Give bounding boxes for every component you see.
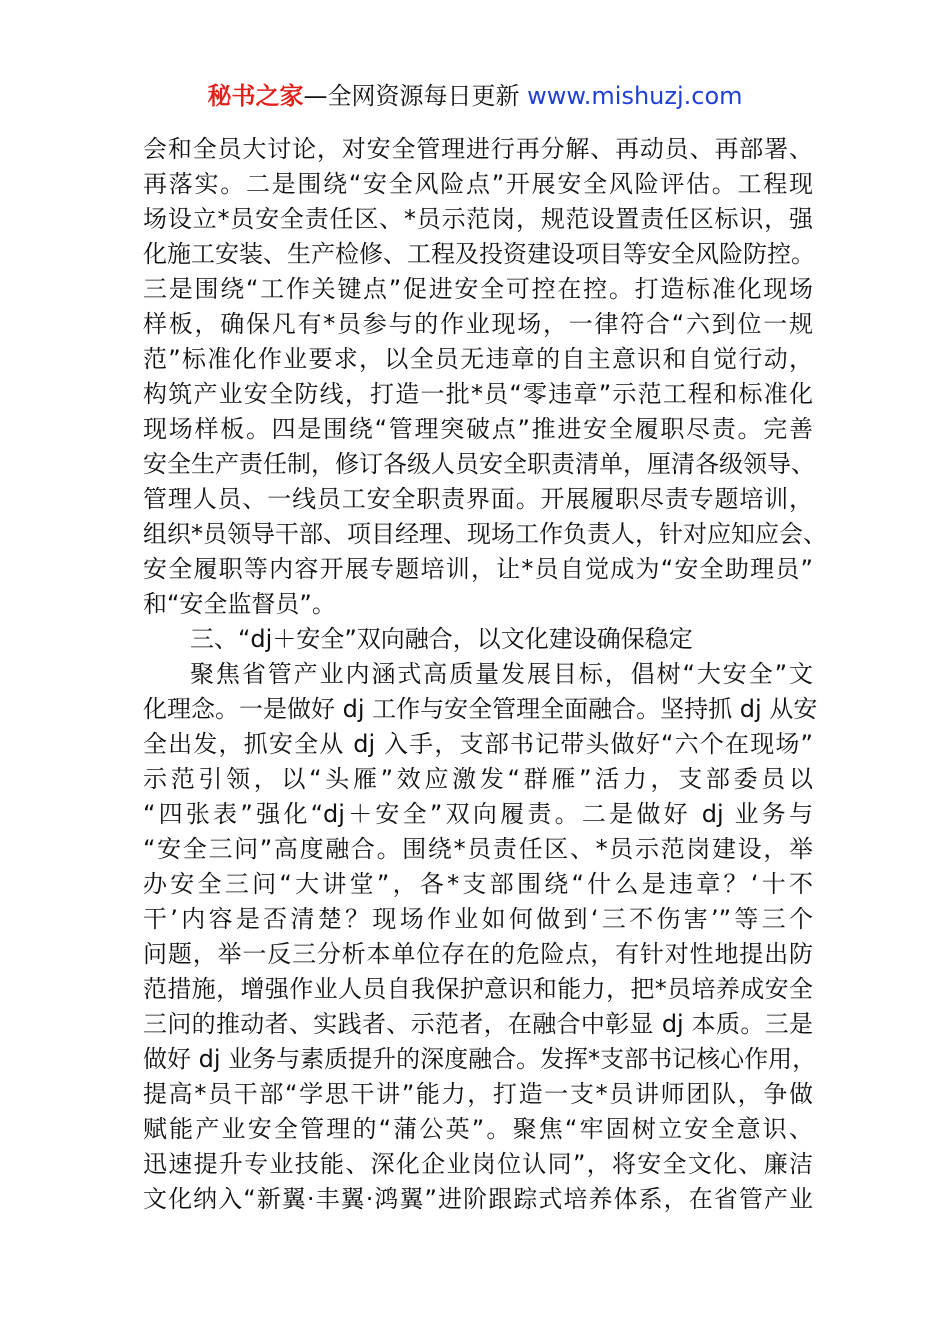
text-line: 现场样板。四是围绕“管理突破点”推进安全履职尽责。完善: [143, 415, 813, 443]
text-line: 化施工安装、生产检修、工程及投资建设项目等安全风险防控。: [143, 240, 815, 268]
text-line: 问题，举一反三分析本单位存在的危险点，有针对性地提出防: [143, 940, 813, 968]
text-line: 场设立*员安全责任区、*员示范岗，规范设置责任区标识，强: [143, 205, 813, 233]
site-brand: 秘书之家: [207, 82, 304, 110]
document-body: [143, 132, 827, 1217]
text-line: 示范引领，以“头雁”效应激发“群雁”活力，支部委员以: [143, 765, 813, 793]
text-line: 办安全三问“大讲堂”，各*支部围绕“什么是违章？‘十不: [143, 870, 813, 898]
text-line: 会和全员大讨论，对安全管理进行再分解、再动员、再部署、: [143, 135, 813, 163]
text-line: 范”标准化作业要求，以全员无违章的自主意识和自觉行动，: [143, 345, 813, 373]
text-line: 迅速提升专业技能、深化企业岗位认同”，将安全文化、廉洁: [143, 1150, 813, 1178]
text-line: 化理念。一是做好 dj 工作与安全管理全面融合。坚持抓 dj 从安: [143, 695, 818, 723]
text-line: 再落实。二是围绕“安全风险点”开展安全风险评估。工程现: [143, 170, 813, 198]
text-line: 三问的推动者、实践者、示范者，在融合中彰显 dj 本质。三是: [143, 1010, 813, 1038]
text-line: 赋能产业安全管理的“蒲公英”。聚焦“牢固树立安全意识、: [143, 1115, 813, 1143]
text-line: “四张表”强化“dj＋安全”双向履责。二是做好 dj 业务与: [143, 800, 813, 828]
text-line: 三是围绕“工作关键点”促进安全可控在控。打造标准化现场: [143, 275, 813, 303]
text-line: 聚焦省管产业内涵式高质量发展目标，倡树“大安全”文: [190, 660, 813, 688]
text-line: 干’内容是否清楚？现场作业如何做到‘三不伤害’”等三个: [143, 905, 813, 933]
text-line: 范措施，增强作业人员自我保护意识和能力，把*员培养成安全: [143, 975, 813, 1003]
text-line: 组织*员领导干部、项目经理、现场工作负责人，针对应知应会、: [143, 520, 827, 548]
site-url-link[interactable]: www.mishuzj.com: [527, 82, 743, 110]
text-line: 安全履职等内容开展专题培训，让*员自觉成为“安全助理员”: [143, 555, 813, 583]
text-line: 提高*员干部“学思干讲”能力，打造一支*员讲师团队，争做: [143, 1080, 813, 1108]
text-line: 文化纳入“新翼·丰翼·鸿翼”进阶跟踪式培养体系，在省管产业: [143, 1185, 813, 1213]
text-line: 安全生产责任制，修订各级人员安全职责清单，厘清各级领导、: [143, 450, 815, 478]
text-line: “安全三问”高度融合。围绕*员责任区、*员示范岗建设，举: [143, 835, 813, 863]
text-line: 样板，确保凡有*员参与的作业现场，一律符合“六到位一规: [143, 310, 813, 338]
text-line: 构筑产业安全防线，打造一批*员“零违章”示范工程和标准化: [143, 380, 813, 408]
section-heading: 三、“dj＋安全”双向融合，以文化建设确保稳定: [190, 625, 693, 653]
site-header: [0, 80, 950, 112]
text-line: 做好 dj 业务与素质提升的深度融合。发挥*支部书记核心作用，: [143, 1045, 817, 1073]
text-line: 管理人员、一线员工安全职责界面。开展履职尽责专题培训，: [143, 485, 813, 513]
text-line: 全出发，抓安全从 dj 入手，支部书记带头做好“六个在现场”: [143, 730, 813, 758]
text-line: 和“安全监督员”。: [143, 590, 336, 618]
site-tagline: —全网资源每日更新: [303, 82, 520, 110]
